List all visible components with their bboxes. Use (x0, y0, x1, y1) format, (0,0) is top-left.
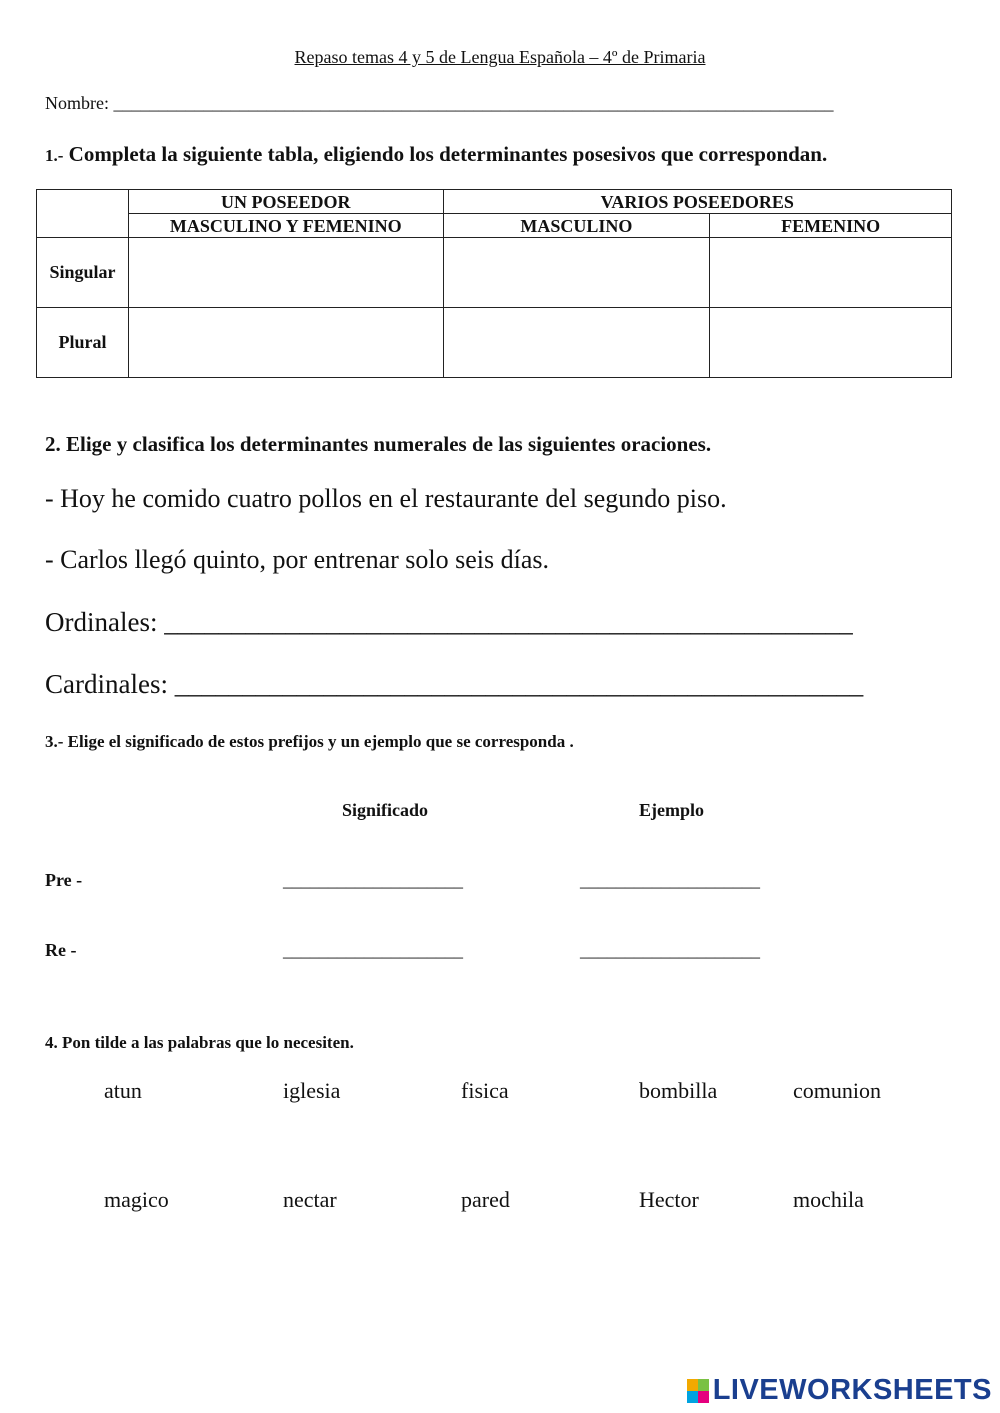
word-comunion[interactable]: comunion (793, 1078, 881, 1103)
header-un-poseedor: UN POSEEDOR (128, 190, 443, 214)
logo-text: LIVEWORKSHEETS (712, 1374, 992, 1406)
logo-square-3 (687, 1391, 698, 1403)
word-nectar[interactable]: nectar (283, 1187, 337, 1212)
logo-square-2 (698, 1379, 709, 1391)
answer-cell-singular-femenino[interactable] (710, 238, 952, 308)
logo-mark-icon (687, 1379, 709, 1403)
subheader-masculino: MASCULINO (443, 214, 710, 238)
column-ejemplo: Ejemplo (639, 800, 704, 820)
question-4-heading: 4. Pon tilde a las palabras que lo necesiten. (45, 1033, 354, 1052)
word-pared[interactable]: pared (461, 1187, 510, 1212)
worksheet-title: Repaso temas 4 y 5 de Lengua Española – 4º de Primaria (294, 47, 706, 67)
answer-cell-plural-un-poseedor[interactable] (128, 308, 443, 378)
possessives-table (36, 189, 952, 378)
sentence-1: - Hoy he comido cuatro pollos en el restaurante del segundo piso. (45, 484, 727, 513)
logo-square-4 (698, 1391, 709, 1403)
answer-cell-plural-masculino[interactable] (443, 308, 710, 378)
re-ejemplo-blank[interactable]: ____________________ (580, 940, 760, 960)
question-1-number: 1.- (45, 146, 64, 165)
answer-cell-plural-femenino[interactable] (710, 308, 952, 378)
question-3-heading: 3.- Elige el significado de estos prefijos y un ejemplo que se corresponda . (45, 732, 574, 751)
liveworksheets-logo (687, 1374, 992, 1407)
word-bombilla[interactable]: bombilla (639, 1078, 718, 1103)
cardinales-field[interactable]: Cardinales: ___________________________________________________ (45, 669, 864, 699)
word-magico[interactable]: magico (104, 1187, 169, 1212)
word-iglesia[interactable]: iglesia (283, 1078, 341, 1103)
subheader-femenino: FEMENINO (710, 214, 952, 238)
row-label-plural: Plural (37, 308, 129, 378)
question-1-text: Completa la siguiente tabla, eligiendo los determinantes posesivos que correspondan. (68, 142, 828, 166)
prefix-pre: Pre - (45, 870, 83, 890)
ordinales-field[interactable]: Ordinales: ___________________________________________________ (45, 607, 853, 637)
pre-significado-blank[interactable]: ____________________ (283, 870, 463, 890)
word-fisica[interactable]: fisica (461, 1078, 509, 1103)
sentence-2: - Carlos llegó quinto, por entrenar solo seis días. (45, 545, 550, 574)
pre-ejemplo-blank[interactable]: ____________________ (580, 870, 760, 890)
logo-square-1 (687, 1379, 698, 1391)
answer-cell-singular-masculino[interactable] (443, 238, 710, 308)
header-varios-poseedores: VARIOS POSEEDORES (443, 190, 951, 214)
word-mochila[interactable]: mochila (793, 1187, 864, 1212)
corner-cell (37, 190, 129, 238)
question-1-heading (45, 142, 827, 167)
word-atun[interactable]: atun (104, 1078, 142, 1103)
question-2-heading: 2. Elige y clasifica los determinantes numerales de las siguientes oraciones. (45, 432, 712, 456)
prefix-re: Re - (45, 940, 77, 960)
column-significado: Significado (342, 800, 429, 820)
row-label-singular: Singular (37, 238, 129, 308)
subheader-masculino-femenino: MASCULINO Y FEMENINO (128, 214, 443, 238)
name-field[interactable]: Nombre: ________________________________________________________________________________ (45, 93, 834, 113)
re-significado-blank[interactable]: ____________________ (283, 940, 463, 960)
answer-cell-singular-un-poseedor[interactable] (128, 238, 443, 308)
word-hector[interactable]: Hector (639, 1187, 699, 1212)
